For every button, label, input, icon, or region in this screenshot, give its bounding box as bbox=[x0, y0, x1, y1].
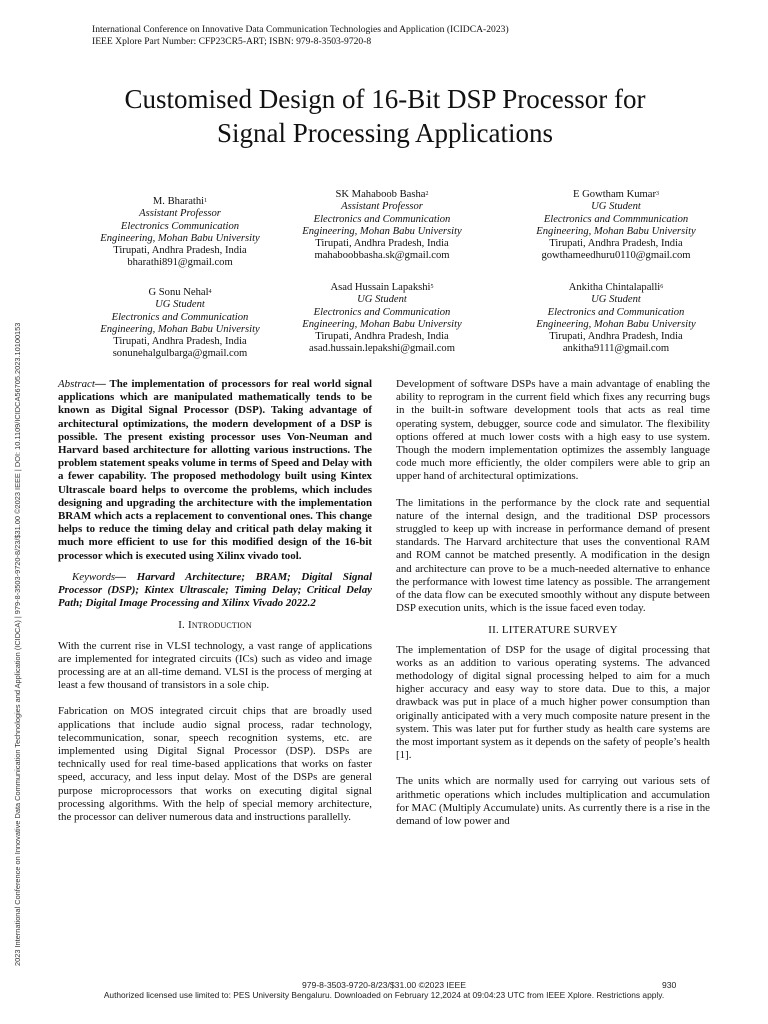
author-block-3 bbox=[498, 189, 734, 263]
intro-paragraph-2: Fabrication on MOS integrated circuit chips that are broadly used applications that include audio signal process, radar technology, telecommunication, sonar, speech recognition systems, etc. are implemented using Digital Signal Processor (DSP). DSPs are technically used for real time-based applications that works on faster speed, accuracy, and less input delay. Most of the DSPs are general purpose microprocessors that works on executing digital signal processing algorithms. With the help of special memory architecture, the processor can deliver numerous data and instructions parallelly. bbox=[58, 705, 372, 824]
author-role: UG Student bbox=[357, 294, 407, 306]
author-university: Engineering, Mohan Babu University bbox=[302, 225, 462, 237]
intro-paragraph-1: With the current rise in VLSI technology, a vast range of applications are implemented for integrated circuits (ICs) such as video and image processing are at an all-time demand. VLSI is the process of merging at least a few thousand of transistors in a sole chip. bbox=[58, 639, 372, 692]
left-column bbox=[58, 378, 372, 824]
ieee-part-number: IEEE Xplore Part Number: CFP23CR5-ART; ISBN: 979-8-3503-9720-8 bbox=[92, 35, 372, 47]
author-block-5 bbox=[264, 282, 500, 356]
author-email: gowthameedhuru0110@gmail.com bbox=[541, 250, 691, 262]
author-university: Engineering, Mohan Babu University bbox=[536, 225, 696, 237]
author-university: Engineering, Mohan Babu University bbox=[536, 318, 696, 330]
author-name: M. Bharathi bbox=[152, 196, 205, 207]
abstract-text: — The implementation of processors for real world signal applications which are manipulated mathematically tends to be known as Digital Signal Processor (DSP). Taking advantage of architectural optimizations, the modern development of a DSP is possible. The present existing processor uses Von-Neuman and Harvard based architecture for allotting various instructions. The problem statement speaks volume in terms of Speed and Delay with a fewer capability. The proposed methodology built using Kintex Ultrascale board helps to overcome the problems, which includes designing and upgrading the architecture with the implementation BRAM which acts a replacement to conventional ones. This change helps to reduce the timing delay and critical path delay making it much more efficient to use for this modified design of the 16-bit processor which is executed using Xilinx vivado tool. bbox=[58, 378, 372, 562]
author-name: Asad Hussain Lapakshi bbox=[330, 282, 431, 293]
author-index: 5 bbox=[430, 284, 434, 290]
footer-license: Authorized licensed use limited to: PES University Bengaluru. Downloaded on February 12,2024 at 09:04:23 UTC from IEEE Xplore. Restrictions apply. bbox=[103, 990, 665, 1000]
author-role: Assistant Professor bbox=[139, 208, 221, 220]
author-city: Tirupati, Andhra Pradesh, India bbox=[315, 238, 449, 250]
author-city: Tirupati, Andhra Pradesh, India bbox=[113, 336, 247, 348]
literature-paragraph-2: The units which are normally used for carrying out various sets of arithmetic operations which includes multiplication and accumulation for MAC (Multiply Accumulate) units. As currently there is a rise in the demand of low power and bbox=[396, 775, 710, 828]
author-city: Tirupati, Andhra Pradesh, India bbox=[549, 331, 683, 343]
author-email: mahaboobbasha.sk@gmail.com bbox=[314, 250, 450, 262]
author-block-1 bbox=[62, 196, 298, 270]
right-paragraph-1: Development of software DSPs have a main advantage of enabling the ability to reprogram in the current field which fixes any recurring bugs in the built-in software development tools that acts as real time operating system, debugger, source code and simulator. The flexibility options offered at much lower costs with a high easy to use system. Though the modern implementation optimizes the assembly language code much more efficiently, the older compilers were able to grip an upper hand of architectural optimizations. bbox=[396, 378, 710, 483]
side-doi-text: 2023 International Conference on Innovative Data Communication Technologies and Application (ICIDCA) | 979-8-3503-9720-8/23/$31.00 ©2023 IEEE | DOI: 10.1109/ICIDCA56705.2023.10100153 bbox=[13, 322, 22, 966]
section-heading-literature-survey: II. LITERATURE SURVEY bbox=[488, 624, 618, 637]
author-dept: Electronics and Commmunication bbox=[543, 213, 689, 225]
author-role: UG Student bbox=[591, 294, 641, 306]
author-index: 2 bbox=[425, 191, 429, 197]
author-email: ankitha9111@gmail.com bbox=[562, 343, 670, 355]
author-email: bharathi891@gmail.com bbox=[127, 257, 233, 269]
author-block-2 bbox=[264, 189, 500, 263]
author-role: Assistant Professor bbox=[341, 201, 423, 213]
author-email: sonunehalgulbarga@gmail.com bbox=[112, 348, 248, 360]
author-index: 4 bbox=[208, 289, 212, 295]
keywords-label: Keywords bbox=[72, 570, 116, 583]
author-dept: Electronics Communication bbox=[120, 220, 240, 232]
author-university: Engineering, Mohan Babu University bbox=[302, 318, 462, 330]
author-dept: Electronics and Communication bbox=[313, 213, 451, 225]
author-city: Tirupati, Andhra Pradesh, India bbox=[113, 245, 247, 257]
author-university: Engineering, Mohan Babu University bbox=[100, 232, 260, 244]
author-city: Tirupati, Andhra Pradesh, India bbox=[549, 238, 683, 250]
right-column bbox=[396, 378, 710, 828]
section-number: I. bbox=[178, 619, 186, 632]
author-role: UG Student bbox=[591, 201, 641, 213]
right-paragraph-2: The limitations in the performance by the clock rate and sequential nature of the internal design, and the traditional DSP processors struggled to keep up with increase in performance demand of present standards. The Harvard architecture that uses the conventional RAM and ROM cannot be matched presently. A modification in the design and architecture can prove to be a much-needed alternative to enhance the performance with lowest time latency as possible. The arrangement of the data flow can be executed smoothly without any dispute between DSP execution units, which is the issue faced even today. bbox=[396, 496, 710, 615]
author-dept: Electronics and Communication bbox=[111, 311, 249, 323]
author-block-6 bbox=[498, 282, 734, 356]
section-title: Introduction bbox=[187, 619, 252, 632]
paper-title bbox=[40, 82, 730, 150]
side-doi-strip bbox=[3, 176, 22, 966]
footer-isbn: 979-8-3503-9720-8/23/$31.00 ©2023 IEEE bbox=[301, 980, 466, 990]
conference-name: International Conference on Innovative Data Communication Technologies and Application (ICIDCA-2023) bbox=[92, 24, 509, 35]
conference-header bbox=[92, 24, 509, 47]
section-heading-introduction bbox=[58, 619, 372, 632]
author-dept: Electronics and Communication bbox=[313, 306, 451, 318]
keywords-text: — Harvard Architecture; BRAM; Digital Signal Processor (DSP); Kintex Ultrascale; Timing Delay; Critical Delay Path; Digital Image Processing and Xilinx Vivado 2022.2 bbox=[58, 570, 372, 610]
title-line-2: Signal Processing Applications bbox=[217, 118, 553, 148]
author-university: Engineering, Mohan Babu University bbox=[100, 323, 260, 335]
page-number: 930 bbox=[662, 980, 677, 990]
author-block-4 bbox=[62, 287, 298, 361]
author-index: 3 bbox=[655, 191, 659, 197]
author-role: UG Student bbox=[155, 299, 205, 311]
author-name: G Sonu Nehal bbox=[148, 287, 209, 298]
author-name: E Gowtham Kumar bbox=[573, 189, 656, 200]
author-dept: Electronics and Communication bbox=[547, 306, 685, 318]
literature-paragraph-1: The implementation of DSP for the usage of digital processing that works as an addition to various operating systems. The advanced methodology of digital signal processing helped to aim for a much higher accuracy and easy way to store data. Due to this, a major drawback was put in place of a much higher power consumption than originally anticipated with a very much composite nature present in the system. This was later put for further study as health care systems are the most important system as it depends on the safety of people’s health [1]. bbox=[396, 643, 710, 762]
abstract-label: Abstract bbox=[58, 378, 95, 390]
author-index: 1 bbox=[204, 198, 208, 204]
keywords bbox=[58, 571, 372, 611]
title-line-1: Customised Design of 16-Bit DSP Processor for bbox=[124, 84, 646, 114]
author-name: SK Mahaboob Basha bbox=[335, 189, 426, 200]
author-email: asad.hussain.lepakshi@gmail.com bbox=[309, 343, 455, 355]
author-name: Ankitha Chintalapalli bbox=[568, 282, 661, 293]
footer-isbn-row bbox=[0, 980, 768, 990]
author-index: 6 bbox=[660, 284, 664, 290]
author-city: Tirupati, Andhra Pradesh, India bbox=[315, 331, 449, 343]
abstract bbox=[58, 378, 372, 563]
